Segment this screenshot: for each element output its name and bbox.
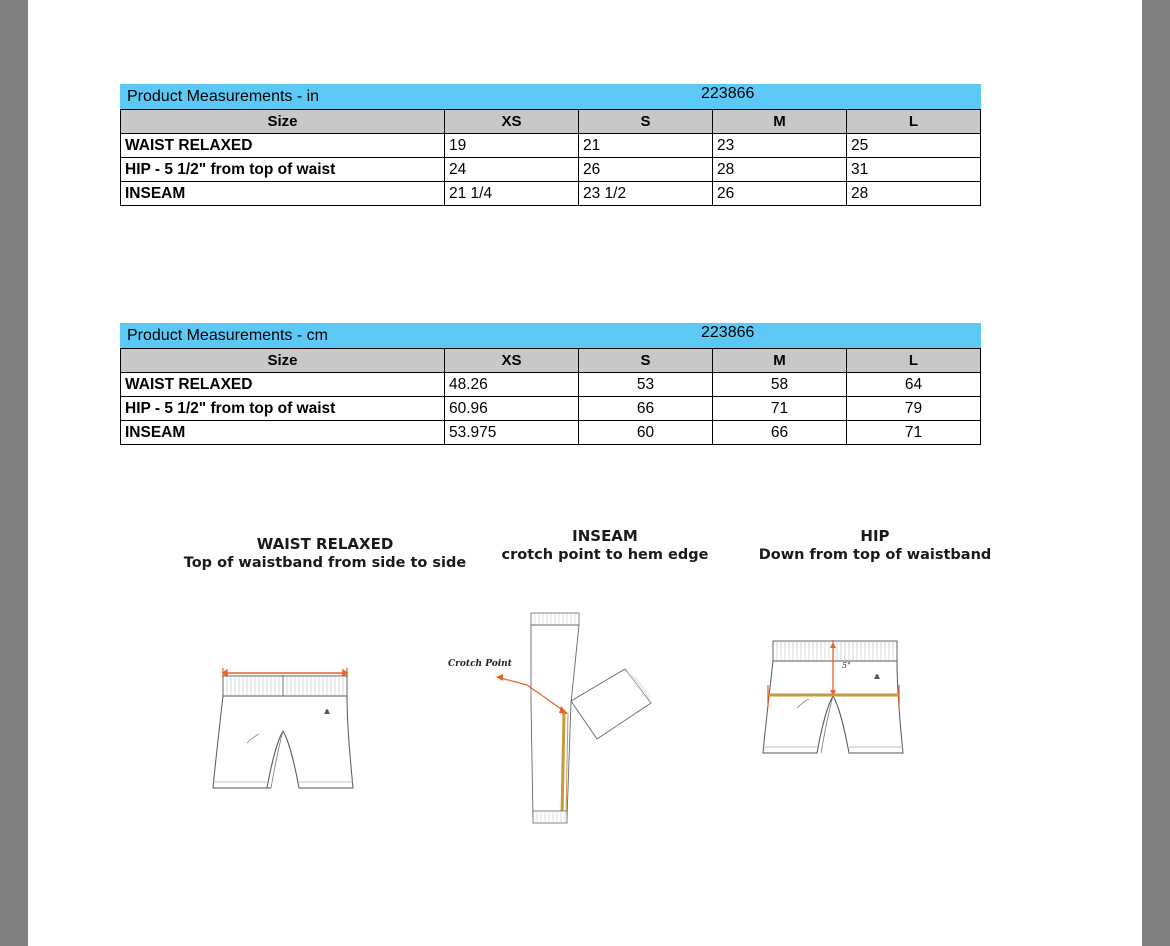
cell-value: 28	[713, 158, 847, 182]
table-header-row	[121, 349, 981, 373]
document-page	[28, 0, 1142, 946]
row-label: HIP - 5 1/2" from top of waist	[121, 158, 445, 182]
table-header-row	[121, 110, 981, 134]
crotch-point-label: Crotch Point	[448, 659, 512, 669]
cell-value: 64	[847, 373, 981, 397]
cell-value: 71	[713, 397, 847, 421]
header-size: Size	[121, 110, 445, 134]
figure-subtitle: crotch point to hem edge	[501, 547, 709, 563]
figure-title: WAIST RELAXED	[256, 535, 394, 553]
figure-title: INSEAM	[572, 527, 638, 545]
row-label: INSEAM	[121, 182, 445, 206]
measurement-table-inches	[120, 84, 981, 206]
figure-subtitle: Top of waistband from side to side	[183, 555, 467, 571]
cell-value: 31	[847, 158, 981, 182]
row-label: HIP - 5 1/2" from top of waist	[121, 397, 445, 421]
header-s: S	[579, 110, 713, 134]
row-label: INSEAM	[121, 421, 445, 445]
table-row	[121, 373, 981, 397]
header-m: M	[713, 349, 847, 373]
style-number: 223866	[701, 324, 755, 341]
cell-value: 28	[847, 182, 981, 206]
shorts-hip-diagram	[725, 573, 1025, 803]
cell-value: 24	[445, 158, 579, 182]
cell-value: 53.975	[445, 421, 579, 445]
cell-value: 53	[579, 373, 713, 397]
figure-waist-relaxed	[175, 535, 475, 811]
hip-drop-label: 5"	[842, 661, 851, 670]
table-title-row	[121, 324, 981, 349]
cell-value: 66	[579, 397, 713, 421]
header-xs: XS	[445, 110, 579, 134]
table-row	[121, 421, 981, 445]
cell-value: 26	[579, 158, 713, 182]
cell-value: 79	[847, 397, 981, 421]
row-label: WAIST RELAXED	[121, 373, 445, 397]
cell-value: 66	[713, 421, 847, 445]
figure-title: HIP	[860, 527, 890, 545]
shorts-front-diagram	[175, 581, 475, 811]
cell-value: 60	[579, 421, 713, 445]
illustration-area	[120, 505, 1080, 905]
table-title-cell	[121, 85, 981, 110]
style-number: 223866	[701, 85, 755, 102]
figure-hip	[725, 527, 1025, 803]
header-s: S	[579, 349, 713, 373]
pant-leg-diagram	[448, 573, 755, 843]
header-l: L	[847, 110, 981, 134]
cell-value: 21	[579, 134, 713, 158]
cell-value: 23 1/2	[579, 182, 713, 206]
table-row	[121, 134, 981, 158]
header-xs: XS	[445, 349, 579, 373]
cell-value: 21 1/4	[445, 182, 579, 206]
header-m: M	[713, 110, 847, 134]
table-title-text: Product Measurements - in	[127, 88, 320, 105]
measurement-table-centimeters	[120, 323, 981, 445]
table-title-row	[121, 85, 981, 110]
cell-value: 60.96	[445, 397, 579, 421]
table-row	[121, 182, 981, 206]
table-row	[121, 397, 981, 421]
table-title-cell	[121, 324, 981, 349]
figure-inseam	[448, 527, 755, 843]
row-label: WAIST RELAXED	[121, 134, 445, 158]
table-title-text: Product Measurements - cm	[127, 327, 328, 344]
cell-value: 48.26	[445, 373, 579, 397]
cell-value: 71	[847, 421, 981, 445]
cell-value: 19	[445, 134, 579, 158]
table-row	[121, 158, 981, 182]
cell-value: 23	[713, 134, 847, 158]
cell-value: 26	[713, 182, 847, 206]
figure-subtitle: Down from top of waistband	[758, 547, 992, 563]
cell-value: 58	[713, 373, 847, 397]
header-l: L	[847, 349, 981, 373]
header-size: Size	[121, 349, 445, 373]
cell-value: 25	[847, 134, 981, 158]
